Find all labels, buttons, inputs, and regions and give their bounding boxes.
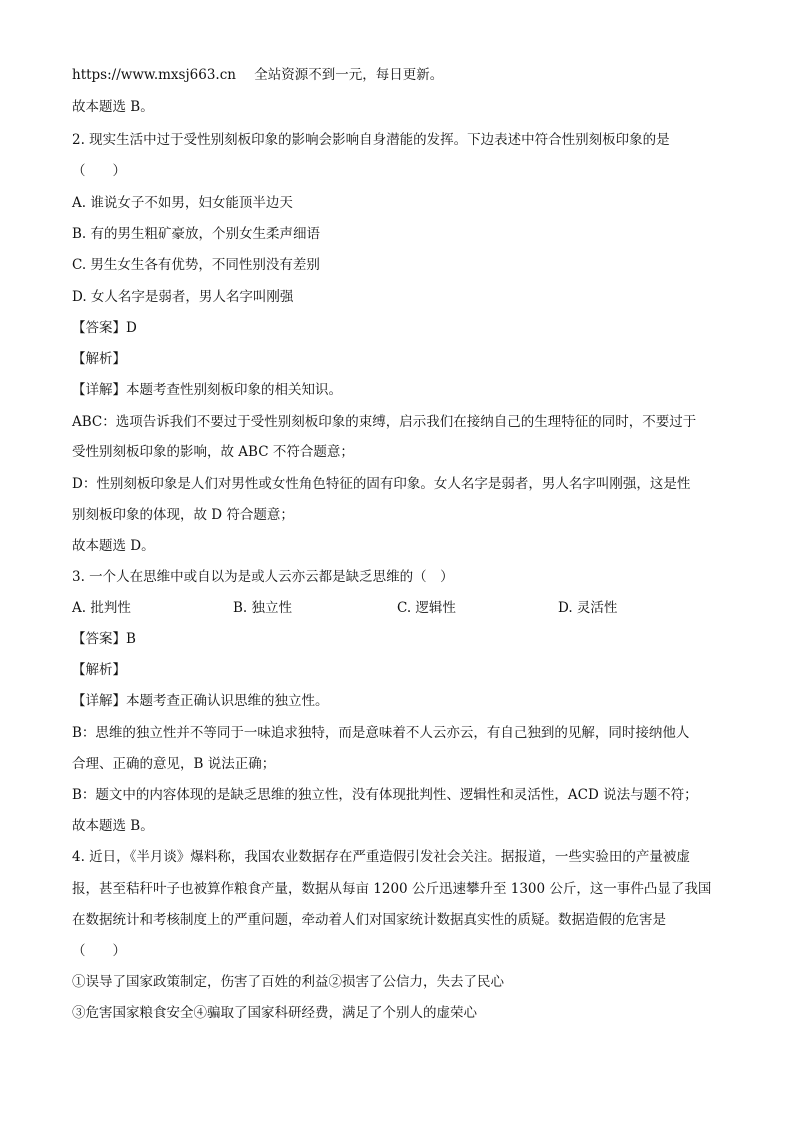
explanation-line: B：思维的独立性并不等同于一味追求独特，而是意味着不人云亦云，有自己独到的见解，同时接纳他人 — [72, 725, 690, 741]
option-b: B. 有的男生粗矿豪放，个别女生柔声细语 — [72, 226, 321, 242]
analysis-label: 【解析】 — [72, 662, 126, 678]
explanation-line: ABC：选项告诉我们不要过于受性别刻板印象的束缚，启示我们在接纳自己的生理特征的同时，不要过于 — [72, 414, 697, 430]
option-c: C. 男生女生各有优势，不同性别没有差别 — [72, 257, 320, 273]
explanation-line: 别刻板印象的体现，故 D 符合题意； — [72, 507, 294, 523]
conclusion-line: 故本题选 D。 — [72, 538, 155, 554]
option-a: A. 批判性 — [72, 600, 131, 616]
text-line: 故本题选 B。 — [72, 99, 154, 115]
question-2-stem: 2. 现实生活中过于受性别刻板印象的影响会影响自身潜能的发挥。下边表述中符合性别刻板印象的是 — [72, 132, 670, 148]
question-4-stem: 报，甚至秸秆叶子也被算作粮食产量，数据从每亩 1200 公斤迅速攀升至 1300 公斤，这一事件凸显了我国 — [72, 881, 712, 897]
option-d: D. 灵活性 — [558, 600, 618, 616]
statement-line: ③危害国家粮食安全④骗取了国家科研经费，满足了个别人的虚荣心 — [72, 1005, 477, 1021]
option-d: D. 女人名字是弱者，男人名字叫刚强 — [72, 289, 294, 305]
answer-blank: （ ） — [72, 943, 126, 959]
explanation-line: 合理、正确的意见，B 说法正确； — [72, 756, 276, 772]
question-4-stem: 4. 近日，《半月谈》爆料称，我国农业数据存在严重造假引发社会关注。据报道，一些实验田的产量被虚 — [72, 849, 690, 865]
analysis-label: 【解析】 — [72, 351, 126, 367]
answer-label: 【答案】D — [72, 320, 137, 336]
option-b: B. 独立性 — [233, 600, 293, 616]
conclusion-line: 故本题选 B。 — [72, 818, 154, 834]
option-a: A. 谁说女子不如男，妇女能顶半边天 — [72, 195, 293, 211]
question-3-stem: 3. 一个人在思维中或自以为是或人云亦云都是缺乏思维的（ ） — [72, 569, 454, 585]
explanation-line: 受性别刻板印象的影响，故 ABC 不符合题意； — [72, 444, 354, 460]
option-c: C. 逻辑性 — [397, 600, 456, 616]
answer-label: 【答案】B — [72, 631, 136, 647]
question-3-options — [72, 599, 718, 617]
detail-line: 【详解】本题考查性别刻板印象的相关知识。 — [72, 382, 342, 398]
site-url[interactable]: https://www.mxsj663.cn — [72, 67, 236, 83]
explanation-line: D：性别刻板印象是人们对男性或女性角色特征的固有印象。女人名字是弱者，男人名字叫刚强，这是性 — [72, 476, 691, 492]
site-slogan: 全站资源不到一元，每日更新。 — [254, 67, 444, 83]
statement-line: ①误导了国家政策制定，伤害了百姓的利益②损害了公信力，失去了民心 — [72, 974, 504, 990]
page-header — [72, 66, 718, 84]
question-4-stem: 在数据统计和考核制度上的严重问题，牵动着人们对国家统计数据真实性的质疑。数据造假的危害是 — [72, 912, 666, 928]
answer-blank: （ ） — [72, 163, 126, 179]
detail-line: 【详解】本题考查正确认识思维的独立性。 — [72, 693, 329, 709]
explanation-line: B：题文中的内容体现的是缺乏思维的独立性，没有体现批判性、逻辑性和灵活性，ACD 说法与题不符； — [72, 787, 698, 803]
